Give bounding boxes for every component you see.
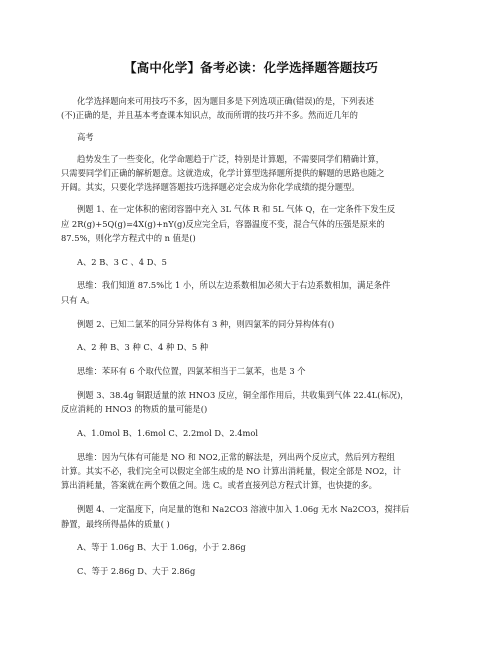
example-3-analysis bbox=[61, 450, 446, 493]
text-line: 思维：我们知道 87.5%比 1 小，所以左边系数相加必须大于右边系数相加，满足条件 bbox=[77, 280, 391, 291]
example-4-options-ab bbox=[61, 540, 446, 554]
example-3-question bbox=[61, 388, 446, 417]
text-line: A、1.0mol B、1.6mol C、2.2mol D、2.4mol bbox=[77, 428, 259, 439]
text-line: A、2 种 B、3 种 C、4 种 D、5 种 bbox=[77, 342, 209, 353]
text-line: C、等于 2.86g D、大于 2.86g bbox=[77, 566, 196, 577]
text-line: 思维：因为气体有可能是 NO 和 NO2,正常的解法是，列出两个反应式，然后列方程组 bbox=[77, 451, 395, 462]
text-line: 反应消耗的 HNO3 的物质的量可能是() bbox=[61, 404, 208, 415]
paragraph-trend bbox=[61, 152, 446, 195]
text-line: A、2 B、3 C 、4 D、5 bbox=[77, 256, 167, 267]
text-line: A、等于 1.06g B、大于 1.06g，小于 2.86g bbox=[77, 542, 246, 553]
example-2-options bbox=[61, 340, 446, 354]
example-3-options bbox=[61, 426, 446, 440]
text-line: 静置，最终所得晶体的质量( ) bbox=[61, 518, 170, 529]
example-1-options bbox=[61, 255, 446, 269]
text-line: 高考 bbox=[77, 132, 94, 143]
text-line: 化学选择题向来可用技巧不多，因为题目多是下列选项正确(错误)的是，下列表述 bbox=[77, 96, 374, 106]
text-line: 例题 1、在一定体积的密闭容器中充入 3L 气体 R 和 5L 气体 Q，在一定条件下发生反 bbox=[77, 204, 396, 215]
example-4-options-cd bbox=[61, 564, 446, 578]
document-title: 【高中化学】备考必读：化学选择题答题技巧 bbox=[123, 60, 378, 75]
example-2-question bbox=[61, 317, 446, 331]
text-line: 算出消耗量，答案就在两个数值之间。选 C。或者直接列总方程式计算，也快捷的多。 bbox=[61, 480, 377, 491]
example-1-question bbox=[61, 202, 446, 245]
text-line: 应 2R(g)+5Q(g)=4X(g)+nY(g)反应完全后，容器温度不变，混合气体的压强是原来的 bbox=[61, 218, 385, 229]
text-line: 趋势发生了一些变化，化学命题趋于广泛，特别是计算题，不需要同学们精确计算， bbox=[77, 153, 384, 164]
text-line: 87.5%，则化学方程式中的 n 值是() bbox=[61, 232, 196, 243]
example-2-analysis bbox=[61, 364, 446, 378]
text-line: 例题 4、一定温度下，向足量的饱和 Na2CO3 溶液中加入 1.06g 无水 Na2CO3，搅拌后 bbox=[77, 504, 410, 515]
text-line: 思维：苯环有 6 个取代位置，四氯苯相当于二氯苯，也是 3 个 bbox=[77, 366, 306, 377]
example-4-question bbox=[61, 502, 446, 531]
text-line: 只有 A。 bbox=[61, 294, 95, 305]
text-line: 只需要同学们正确的解析题意。这就造成，化学计算型选择题所提供的解题的思路也随之 bbox=[61, 168, 385, 179]
text-line: 例题 2、已知二氯苯的同分异构体有 3 种，则四氯苯的同分异构体有() bbox=[77, 318, 335, 329]
text-line: 计算。其实不必，我们完全可以假定全部生成的是 NO 计算出消耗量，假定全部是 NO2，计 bbox=[61, 466, 402, 477]
paragraph-intro bbox=[61, 94, 446, 123]
text-line: (不)正确的是，并且基本考查课本知识点，故而所谓的技巧并不多。然而近几年的 bbox=[61, 110, 358, 121]
paragraph-gaokao bbox=[61, 130, 446, 144]
text-line: 开阔。其实，只要化学选择题答题技巧选择题必定会成为你化学成绩的提分题型。 bbox=[61, 182, 360, 193]
example-1-analysis bbox=[61, 278, 446, 307]
text-line: 例题 3、38.4g 铜跟适量的浓 HNO3 反应，铜全部作用后，共收集到气体 22.4L(标况)， bbox=[77, 389, 409, 400]
document-body bbox=[61, 94, 446, 578]
